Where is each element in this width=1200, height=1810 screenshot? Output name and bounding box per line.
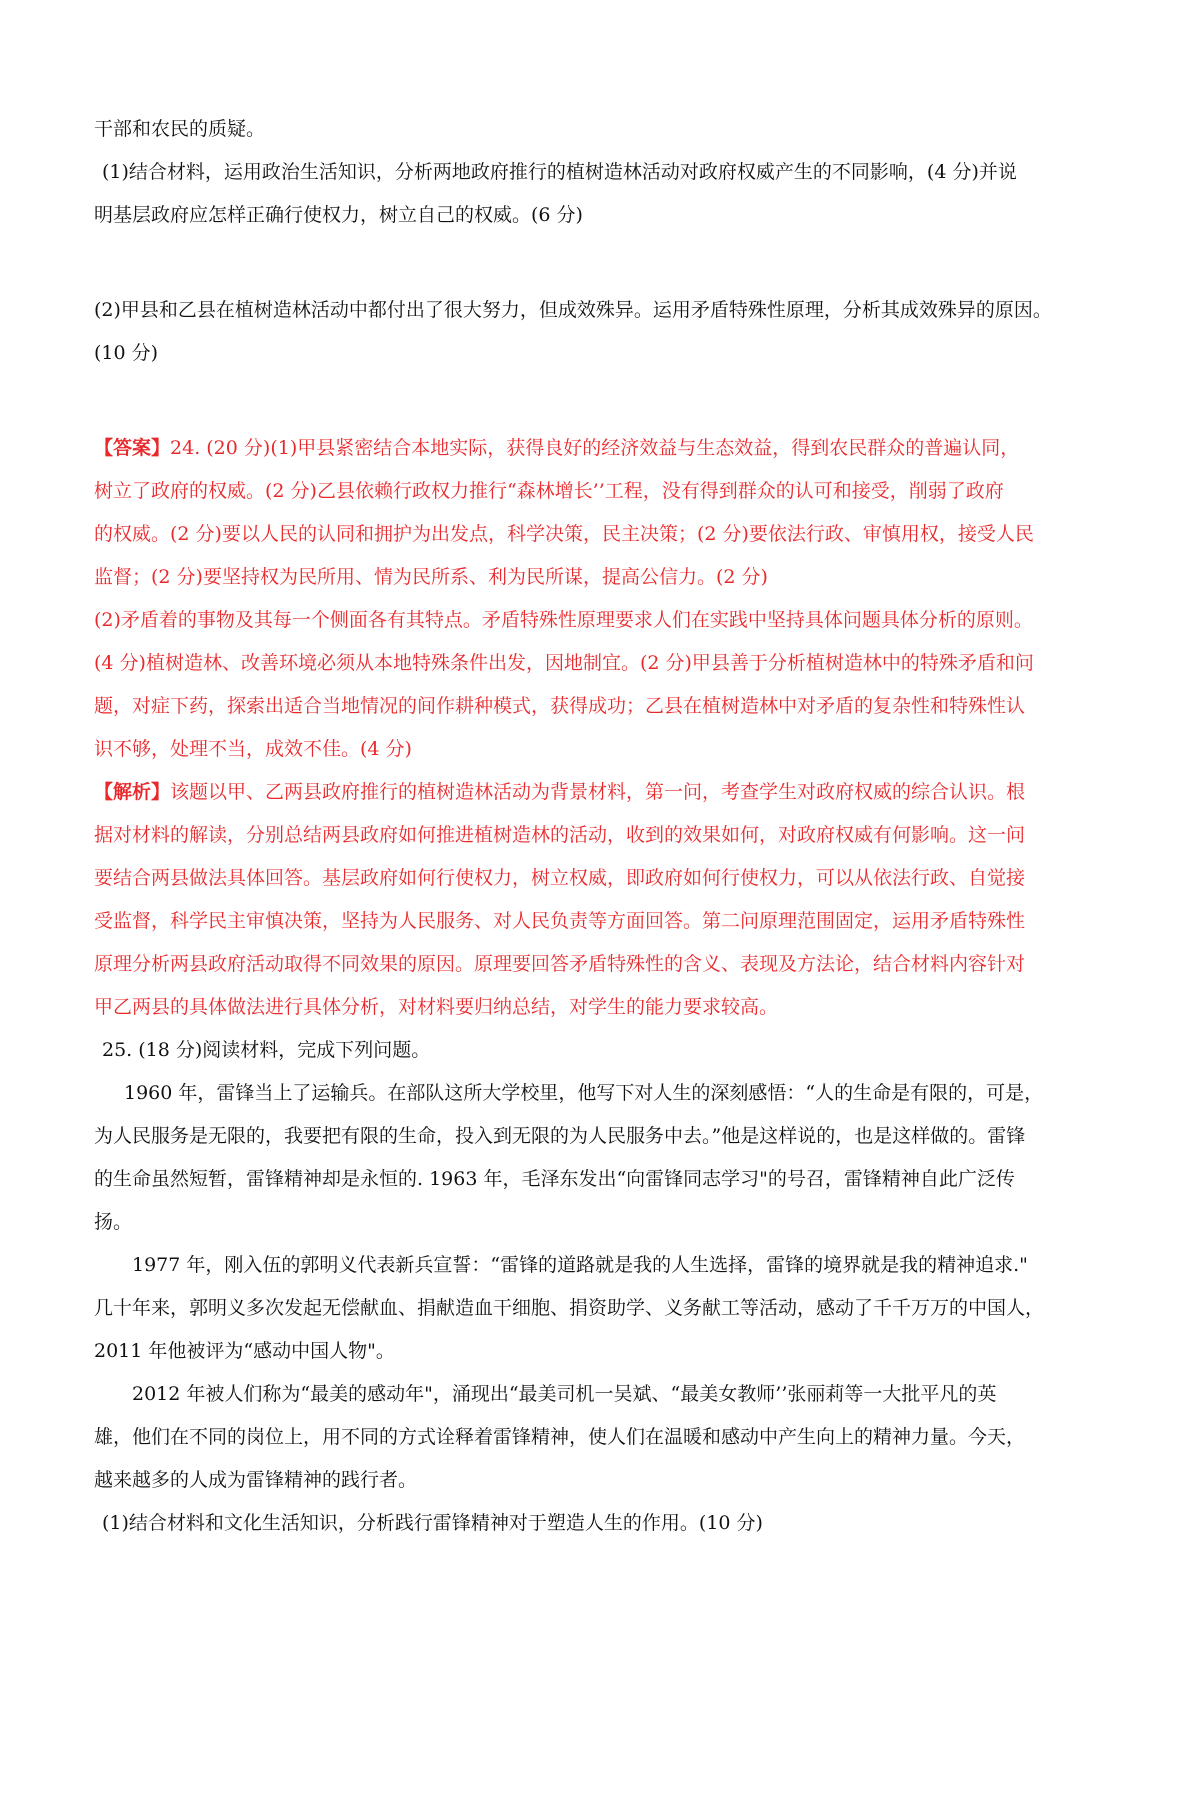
q25-paragraph-line: 几十年来，郭明义多次发起无偿献血、捐献造血干细胞、捐资助学、义务献工等活动，感动了千千万万的中国人，	[94, 1297, 1045, 1319]
analysis-line: 要结合两县做法具体回答。基层政府如何行使权力，树立权威，即政府如何行使权力，可以从依法行政、自觉接	[94, 867, 1026, 889]
analysis-line: 受监督，科学民主审慎决策，坚持为人民服务、对人民负责等方面回答。第二问原理范围固定，运用矛盾特殊性	[94, 910, 1026, 932]
document-page	[94, 108, 1112, 1545]
q24-sub2-line: (10 分)	[94, 342, 159, 364]
answer-line: (4 分)植树造林、改善环境必须从本地特殊条件出发，因地制宜。(2 分)甲县善于分析植树造林中的特殊矛盾和问	[94, 652, 1034, 674]
answer-line: 监督；(2 分)要坚持权为民所用、情为民所系、利为民所谋，提高公信力。(2 分)	[94, 566, 768, 588]
q25-paragraph-line: 扬。	[94, 1211, 133, 1233]
answer-line: 题，对症下药，探索出适合当地情况的间作耕种模式，获得成功；乙县在植树造林中对矛盾的复杂性和特殊性认	[94, 695, 1026, 717]
spacer	[94, 375, 1112, 427]
spacer	[94, 237, 1112, 289]
q25-header: 25. (18 分)阅读材料，完成下列问题。	[102, 1039, 431, 1061]
answer-text: 24. (20 分)(1)甲县紧密结合本地实际，获得良好的经济效益与生态效益，得到农民群众的普遍认同，	[170, 437, 1020, 459]
q25-paragraph-line: 2012 年被人们称为“最美的感动年"，涌现出“最美司机一吴斌、“最美女教师’’张丽莉等一大批平凡的英	[132, 1383, 997, 1405]
answer-line: 的权威。(2 分)要以人民的认同和拥护为出发点，科学决策，民主决策；(2 分)要依法行政、审慎用权，接受人民	[94, 523, 1034, 545]
q25-paragraph-line: 的生命虽然短暂，雷锋精神却是永恒的. 1963 年，毛泽东发出“向雷锋同志学习"的号召，雷锋精神自此广泛传	[94, 1168, 1015, 1190]
q25-paragraph-line: 1977 年，刚入伍的郭明义代表新兵宣誓：“雷锋的道路就是我的人生选择，雷锋的境界就是我的精神追求."	[132, 1254, 1028, 1276]
analysis-tag: 【解析】	[94, 781, 171, 803]
q25-paragraph-line: 为人民服务是无限的，我要把有限的生命，投入到无限的为人民服务中去。”他是这样说的，也是这样做的。雷锋	[94, 1125, 1026, 1147]
answer-tag: 【答案】	[94, 437, 171, 459]
q24-context-line: 干部和农民的质疑。	[94, 118, 266, 140]
answer-line: 树立了政府的权威。(2 分)乙县依赖行政权力推行“森林增长’’工程，没有得到群众的认可和接受，削弱了政府	[94, 480, 1004, 502]
q24-sub1-line: (1)结合材料，运用政治生活知识，分析两地政府推行的植树造林活动对政府权威产生的不同影响，(4 分)并说	[102, 161, 1017, 183]
q24-sub2-line: (2)甲县和乙县在植树造林活动中都付出了很大努力，但成效殊异。运用矛盾特殊性原理，分析其成效殊异的原因。	[94, 299, 1052, 321]
analysis-line: 甲乙两县的具体做法进行具体分析，对材料要归纳总结，对学生的能力要求较高。	[94, 996, 779, 1018]
q25-paragraph-line: 雄，他们在不同的岗位上，用不同的方式诠释着雷锋精神，使人们在温暖和感动中产生向上的精神力量。今天，	[94, 1426, 1026, 1448]
analysis-line: 原理分析两县政府活动取得不同效果的原因。原理要回答矛盾特殊性的含义、表现及方法论，结合材料内容针对	[94, 953, 1026, 975]
q24-sub1-line: 明基层政府应怎样正确行使权力，树立自己的权威。(6 分)	[94, 204, 583, 226]
answer-line: (2)矛盾着的事物及其每一个侧面各有其特点。矛盾特殊性原理要求人们在实践中坚持具体问题具体分析的原则。	[94, 609, 1033, 631]
q25-sub1-line: (1)结合材料和文化生活知识，分析践行雷锋精神对于塑造人生的作用。(10 分)	[102, 1512, 763, 1534]
q25-paragraph-line: 2011 年他被评为“感动中国人物"。	[94, 1340, 395, 1362]
analysis-text: 该题以甲、乙两县政府推行的植树造林活动为背景材料，第一问，考查学生对政府权威的综合认识。根	[170, 781, 1026, 803]
answer-line: 识不够，处理不当，成效不佳。(4 分)	[94, 738, 412, 760]
q25-paragraph-line: 1960 年，雷锋当上了运输兵。在部队这所大学校里，他写下对人生的深刻感悟：“人的生命是有限的，可是，	[124, 1082, 1044, 1104]
answer-line	[94, 427, 1112, 470]
analysis-line: 据对材料的解读，分别总结两县政府如何推进植树造林的活动，收到的效果如何，对政府权威有何影响。这一问	[94, 824, 1026, 846]
q25-paragraph-line: 越来越多的人成为雷锋精神的践行者。	[94, 1469, 418, 1491]
analysis-line	[94, 771, 1112, 814]
